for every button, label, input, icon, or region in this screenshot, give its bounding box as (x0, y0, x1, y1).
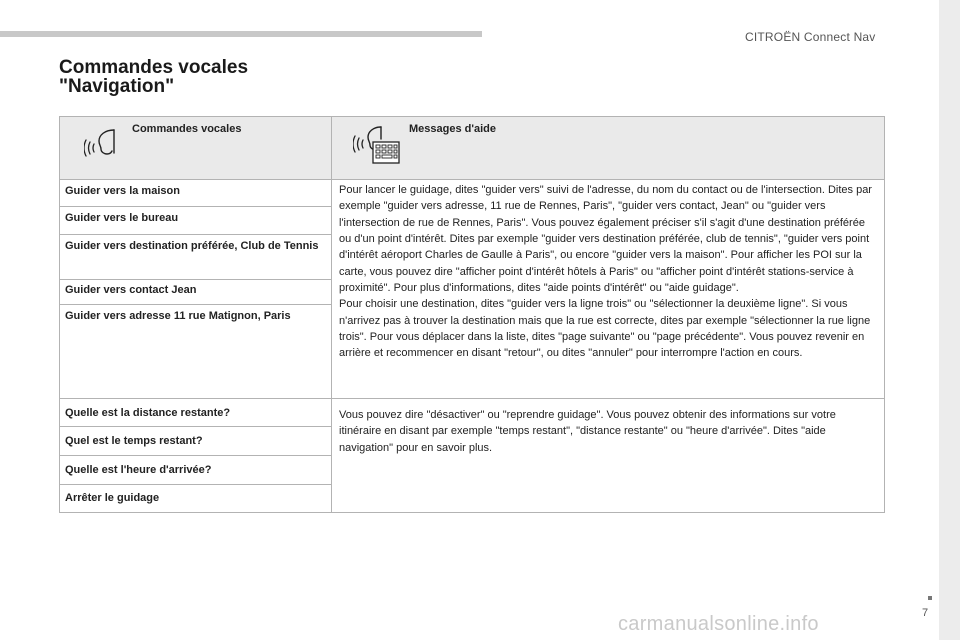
page-marker (928, 596, 932, 600)
header-brand: CITROËN Connect Nav (745, 30, 876, 44)
command-guide-office: Guider vers le bureau (65, 212, 179, 224)
row-divider (60, 426, 331, 427)
page-title-line-2: "Navigation" (59, 76, 175, 97)
command-arrival-time: Quelle est l'heure d'arrivée? (65, 464, 212, 476)
page-number: 7 (922, 607, 929, 619)
right-margin-strip (939, 0, 960, 640)
row-divider (60, 304, 331, 305)
column-divider (331, 117, 332, 512)
row-divider (60, 179, 884, 180)
row-divider (60, 398, 884, 399)
command-guide-address: Guider vers adresse 11 rue Matignon, Paris (65, 310, 291, 322)
command-guide-favourite: Guider vers destination préférée, Club de Tennis (65, 240, 319, 252)
watermark: carmanualsonline.info (618, 613, 819, 635)
header-help-label: Messages d'aide (409, 123, 496, 135)
help-text-route-info: Vous pouvez dire "désactiver" ou "reprendre guidage". Vous pouvez obtenir des informations sur votre itinéraire en disant par exemple "temps restant", "distance restante" ou "heure d'arrivée". Dites "aide navigation" pour en savoir plus. (339, 409, 836, 454)
command-remaining-distance: Quelle est la distance restante? (65, 407, 231, 419)
header-commands-label: Commandes vocales (132, 123, 242, 135)
voice-commands-table (59, 116, 885, 513)
voice-help-keypad-icon (353, 125, 401, 165)
row-divider (60, 455, 331, 456)
row-divider (60, 279, 331, 280)
row-divider (60, 234, 331, 235)
top-rule (0, 31, 482, 37)
command-guide-contact: Guider vers contact Jean (65, 284, 197, 296)
row-divider (60, 206, 331, 207)
row-divider (60, 484, 331, 485)
help-text-guidance: Pour lancer le guidage, dites "guider vers" suivi de l'adresse, du nom du contact ou de l'intersection. Dites par exemple "guider vers adresse, 11 rue de Rennes, Paris", "guider vers contact, Jean" ou "guider vers l'intersection de rue de Rennes, Paris". Vous pouvez également préciser s'il s'agit d'une destination préférée ou d'un point d'intérêt. Dites par exemple "guider vers destination préférée, club de tennis", "guider vers point d'intérêt aéroport Charles de Gaulle à Paris", ou encore "guider vers la maison". Pour afficher les POI sur la carte, vous pouvez dire "afficher point d'intérêt hôtels à Paris" ou "afficher point d'intérêt stations-service à proximité". Pour plus d'informations, dites "aide points d'intérêt" ou "aide guidage". Pour choisir une destination, dites "guider vers la ligne trois" ou "sélectionner la deuxième ligne". Si vous n'arrivez pas à trouver la destination mais que la rue est correcte, dites par exemple "sélectionner la rue ligne trois". Pour vous déplacer dans la liste, dites "page suivante" ou "page précédente". Vous pouvez revenir en arrière et recommencer en disant "retour", ou dites "annuler" pour interrompre l'action en cours. (339, 184, 872, 360)
voice-command-icon (84, 127, 124, 161)
command-guide-home: Guider vers la maison (65, 185, 180, 197)
page-title-line-1: Commandes vocales (59, 57, 249, 78)
page-title (59, 58, 248, 96)
command-remaining-time: Quel est le temps restant? (65, 435, 203, 447)
command-stop-guidance: Arrêter le guidage (65, 492, 160, 504)
